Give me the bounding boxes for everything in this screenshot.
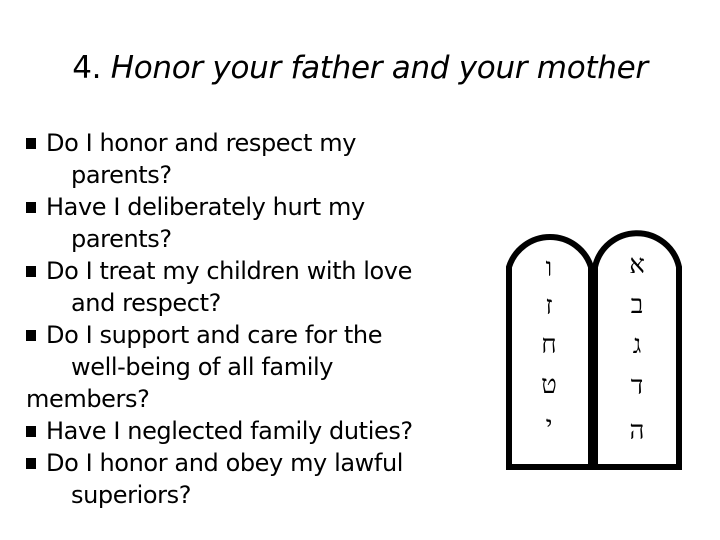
left-letter: ט bbox=[541, 370, 557, 400]
question-list bbox=[26, 127, 466, 511]
left-letter: י bbox=[545, 411, 553, 441]
bullet-line: Have I neglected family duties? bbox=[46, 417, 413, 445]
left-letter: ח bbox=[541, 330, 557, 360]
bullet-continuation: well-being of all family bbox=[71, 353, 334, 381]
right-letter: ה bbox=[629, 416, 645, 446]
square-bullet-icon bbox=[26, 266, 36, 277]
list-item bbox=[26, 127, 466, 191]
square-bullet-icon bbox=[26, 138, 36, 149]
left-letter: ז bbox=[545, 291, 553, 321]
list-item bbox=[26, 319, 466, 383]
list-item bbox=[26, 191, 466, 255]
list-item bbox=[26, 255, 466, 319]
ten-commandments-tablets-icon bbox=[505, 221, 685, 471]
bullet-continuation: superiors? bbox=[71, 481, 192, 509]
right-letter: ג bbox=[632, 330, 642, 360]
bullet-line: Do I honor and obey my lawful bbox=[46, 449, 404, 477]
list-item bbox=[26, 447, 466, 511]
list-item bbox=[26, 383, 466, 415]
bullet-line: members? bbox=[26, 385, 150, 413]
slide-title bbox=[0, 46, 720, 90]
list-item bbox=[26, 415, 466, 447]
square-bullet-icon bbox=[26, 426, 36, 437]
bullet-line: Have I deliberately hurt my bbox=[46, 193, 365, 221]
bullet-line: Do I support and care for the bbox=[46, 321, 383, 349]
right-letter: ב bbox=[630, 290, 644, 320]
bullet-continuation: parents? bbox=[71, 161, 172, 189]
right-letter: א bbox=[629, 250, 645, 280]
square-bullet-icon bbox=[26, 458, 36, 469]
title-number: 4. bbox=[72, 50, 102, 86]
bullet-line: Do I honor and respect my bbox=[46, 129, 356, 157]
square-bullet-icon bbox=[26, 202, 36, 213]
bullet-line: Do I treat my children with love bbox=[46, 257, 412, 285]
right-letter: ד bbox=[630, 371, 644, 401]
left-letter: ו bbox=[545, 253, 553, 283]
square-bullet-icon bbox=[26, 330, 36, 341]
bullet-continuation: parents? bbox=[71, 225, 172, 253]
title-text: Honor your father and your mother bbox=[110, 50, 648, 86]
bullet-continuation: and respect? bbox=[71, 289, 221, 317]
